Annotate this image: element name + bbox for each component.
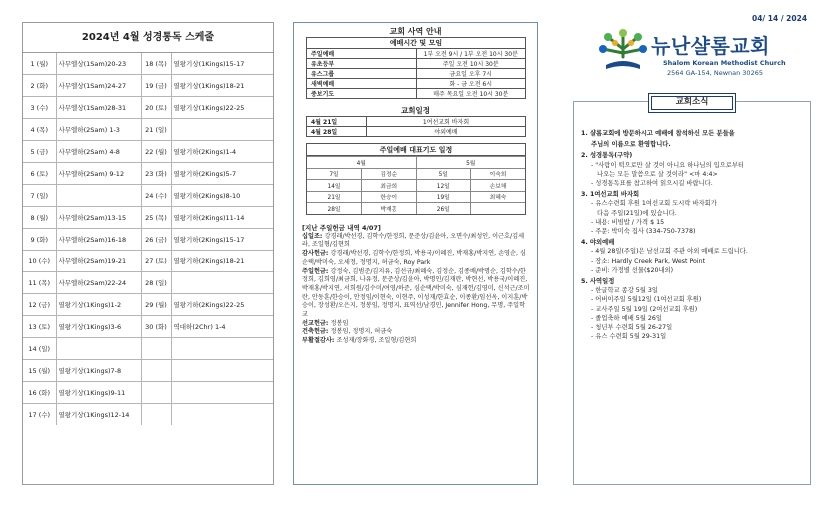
schedule-reading: 사무엘하(2Sam)13-15 [56,206,141,228]
schedule-reading: 열왕기상(1Kings)22-25 [171,97,273,119]
schedule-day [141,338,171,360]
schedule-reading [171,359,273,381]
offering-names: 정봉임 [330,319,349,327]
prayer-date: 26일 [416,203,471,215]
offering-names: 정봉임, 정명지, 허금숙 [330,328,393,336]
schedule-day [141,359,171,381]
prayer-date: 14일 [307,180,362,192]
news-item: 1. 샬롬교회에 방문하시고 예배에 참석하신 모든 분들을 [581,130,735,137]
news-item: 2. 성경통독(구약) [581,152,633,160]
prayer-leader: 한승이 [362,191,417,203]
schedule-day: 1 (월) [23,53,56,75]
offering-groups [302,233,531,346]
schedule-row [23,316,273,338]
offering-group [302,268,531,320]
schedule-reading [56,338,141,360]
worship-time-value: 매주 목요일 오전 10시 30분 [416,89,526,99]
schedule-reading: 열왕기하(2Kings)18-21 [171,250,273,272]
offering-category: 건축헌금: [302,328,331,336]
schedule-reading: 열왕기하(2Kings)22-25 [171,294,273,316]
schedule-day: 10 (수) [23,250,56,272]
event-date: 4월 28일 [307,127,367,137]
schedule-day: 16 (화) [23,381,56,403]
schedule-title: 2024년 4월 성경통독 스케줄 [23,23,273,53]
worship-time-label: 유스그룹 [307,69,417,79]
offering-names: 강경래/박선경, 김학수/한정희, 문준상/김윤아, 오면수/최성인, 이근호/김세라, 조일형/김현희 [302,232,525,249]
schedule-day: 24 (수) [141,184,171,206]
schedule-day: 18 (목) [141,53,171,75]
news-item: - 성경통독표를 참고하여 읽으시길 바랍니다. [591,180,713,188]
schedule-reading: 열왕기상(1Kings)7-8 [56,359,141,381]
schedule-day: 25 (목) [141,206,171,228]
prayer-date: 28일 [307,203,362,215]
prayer-row [307,203,525,215]
prayer-row [307,191,525,203]
news-item: 5. 사역일정 [581,278,615,286]
prayer-title: 주일예배 대표기도 일정 [307,144,525,156]
schedule-reading: 사무엘하(2Sam) 9-12 [56,162,141,184]
prayer-leader: 손보해 [471,180,526,192]
schedule-row [23,272,273,294]
event-row [307,127,526,137]
news-item: - 청년부 수련회 5월 26-27일 [591,324,673,332]
worship-time-row [307,49,526,59]
news-item: - 주문: 박미숙 집사 (334-750-7378) [591,228,696,236]
news-item: - 유스 수련회 5월 29-31일 [591,333,667,341]
schedule-row [23,162,273,184]
bulletin-date: 04/ 14 / 2024 [752,14,808,23]
schedule-day [141,381,171,403]
offering-group [302,233,531,250]
schedule-row [23,97,273,119]
news-item: 나오는 모든 말씀으로 살 것이라" <마 4:4> [597,170,718,178]
schedule-row [23,403,273,425]
prayer-leader: 최금희 [362,180,417,192]
news-item: 주님의 이름으로 환영합니다. [591,141,671,149]
news-item: 다음 주일(21일)에 있습니다. [597,209,677,217]
schedule-reading [171,272,273,294]
schedule-reading: 열왕기상(1Kings)1-2 [56,294,141,316]
schedule-reading: 열왕기상(1Kings)18-21 [171,75,273,97]
schedule-day: 17 (수) [23,403,56,425]
event-description: 1여선교회 바자회 [367,117,526,127]
prayer-leader [471,203,526,215]
schedule-day [141,403,171,425]
news-item: - 4월 28일(주일)은 남선교회 주관 야외 예배로 드립니다. [591,248,748,256]
worship-time-label: 새벽예배 [307,79,417,89]
offering-group [302,328,531,337]
schedule-row [23,53,273,75]
schedule-day: 12 (금) [23,294,56,316]
prayer-month-may: 5월 [416,157,525,169]
schedule-row [23,206,273,228]
schedule-row [23,381,273,403]
offering-names: 조성재/장화경, 조일형/김현희 [336,337,417,345]
ministry-guide-panel [293,22,538,485]
news-item: - "사람이 떡으로만 살 것이 아니요 하나님의 입으로부터 [591,161,745,169]
worship-time-row [307,89,526,99]
offering-category: 부활절감사: [302,337,337,345]
prayer-date: 7일 [307,168,362,180]
offering-names: 강경래/박선경, 김학수/한정희, 박용국/이혜진, 박재홍/박지연, 손영순, 심순택/박미숙, 오세정, 정명지, 허금숙, Roy Park [302,250,526,266]
schedule-row [23,141,273,163]
schedule-reading: 사무엘하(2Sam) 4-8 [56,141,141,163]
schedule-day: 15 (월) [23,359,56,381]
offering-report [302,224,531,346]
news-item: - 내용: 비빔밥 / 가격 $ 15 [591,218,665,226]
schedule-day: 26 (금) [141,228,171,250]
church-tree-logo-icon [598,27,648,75]
church-english-name: Shalom Korean Methodist Church [663,59,786,67]
schedule-day: 13 (토) [23,316,56,338]
schedule-row [23,75,273,97]
schedule-reading: 사무엘하(2Sam)22-24 [56,272,141,294]
reading-schedule [22,22,274,485]
schedule-reading [171,119,273,141]
prayer-date: 12일 [416,180,471,192]
schedule-day: 23 (화) [141,162,171,184]
prayer-row [307,180,525,192]
event-date: 4월 21일 [307,117,367,127]
prayer-row [307,168,525,180]
schedule-day: 6 (토) [23,162,56,184]
news-item: - 교사주일 5월 19일 (2여선교회 후원) [591,305,698,313]
news-item: - 유스수련회 후원 1여선교회 도시락 바자회가 [591,200,717,208]
schedule-day: 4 (목) [23,119,56,141]
schedule-reading [56,184,141,206]
church-name: 뉴난샬롬교회 [651,34,770,58]
worship-time-label: 중보기도 [307,89,417,99]
schedule-day: 29 (월) [141,294,171,316]
prayer-date: 21일 [307,191,362,203]
worship-time-label: 주일예배 [307,49,417,59]
schedule-day: 2 (화) [23,75,56,97]
news-item: - 준비: 가정별 선물($20내외) [591,266,674,274]
worship-time-value: 주일 오전 10시 30분 [416,59,526,69]
offering-head: [지난 주일헌금 내역 4/07] [302,224,381,232]
schedule-day: 21 (일) [141,119,171,141]
schedule-reading: 사무엘하(2Sam)16-18 [56,228,141,250]
church-address: 2564 GA-154, Newnan 30265 [667,69,763,77]
schedule-day: 19 (금) [141,75,171,97]
news-item: 4. 야외예배 [581,239,615,247]
schedule-day: 7 (일) [23,184,56,206]
offering-category: 감사헌금: [302,250,331,258]
schedule-reading: 사무엘상(1Sam)20-23 [56,53,141,75]
schedule-reading: 열왕기하(2Kings)11-14 [171,206,273,228]
news-item: - 어버이주일 5월12일 (1여선교회 후원) [591,296,702,304]
schedule-reading: 역대하(2Chr) 1-4 [171,316,273,338]
schedule-reading: 열왕기상(1Kings)15-17 [171,53,273,75]
schedule-row [23,250,273,272]
schedule-row [23,338,273,360]
schedule-reading: 열왕기하(2Kings)5-7 [171,162,273,184]
event-row [307,117,526,127]
offering-category: 선교헌금: [302,319,331,327]
schedule-reading: 열왕기하(2Kings)15-17 [171,228,273,250]
worship-time-value: 금요일 오후 7시 [416,69,526,79]
news-item: - 장소: Hardly Creek Park, West Point [591,257,706,265]
worship-times-header: 예배시간 및 모임 [307,38,526,49]
prayer-date: 5일 [416,168,471,180]
schedule-row [23,294,273,316]
offering-category: 십일조: [302,232,325,240]
schedule-day: 14 (일) [23,338,56,360]
schedule-reading: 사무엘상(1Sam)24-27 [56,75,141,97]
schedule-day: 8 (월) [23,206,56,228]
schedule-reading [171,403,273,425]
prayer-leader: 김정순 [362,168,417,180]
schedule-day: 30 (화) [141,316,171,338]
news-title: 교회소식 [648,93,736,113]
schedule-reading: 열왕기하(2Kings)1-4 [171,141,273,163]
worship-time-row [307,69,526,79]
schedule-day: 27 (토) [141,250,171,272]
schedule-day: 28 (일) [141,272,171,294]
worship-time-row [307,59,526,69]
schedule-reading [171,381,273,403]
schedule-table [23,53,273,425]
events-title: 교회일정 [401,106,430,115]
schedule-day: 3 (수) [23,97,56,119]
schedule-day: 11 (목) [23,272,56,294]
schedule-day: 9 (화) [23,228,56,250]
offering-names: 강정숙, 김범준/김지유, 김선규/최혜숙, 김정순, 김종배/박명순, 김학수/한정희, 김희영/최금희, 나유정, 문준상/김윤아, 박명인/김재란, 박현선, 박용국/이혜진, 박재홍/박지연, 서희원/김수미/여영/하준, 심순택/박미숙, 심재헌/김영미, 신석근/조미란, 안동훈/한승이, 안정임/이현숙, 이현주, 이성재/한효순, 이종환/임선옥, 이지훈/박승이, 장성환/오은지, 정봉임, 정명지, 표역선/남경민, Jennifer Hong, 무명, 주일학교 [302,267,530,319]
schedule-reading [171,338,273,360]
worship-time-value: 1부 오전 9시 / 1부 오전 10시 30분 [416,49,526,59]
prayer-leader: 박재홍 [362,203,417,215]
worship-times-table [306,37,526,99]
prayer-leader: 최혜숙 [471,191,526,203]
schedule-day: 5 (금) [23,141,56,163]
schedule-reading: 사무엘상(1Sam)28-31 [56,97,141,119]
news-item: - 한글학교 종강 5월 3일 [591,287,658,295]
schedule-reading: 사무엘하(2Sam)19-21 [56,250,141,272]
news-item: - 졸업축하 예배 5월 26일 [591,314,662,322]
schedule-reading: 열왕기상(1Kings)12-14 [56,403,141,425]
guide-title: 교회 사역 안내 [389,27,442,36]
schedule-reading: 사무엘하(2Sam) 1-3 [56,119,141,141]
schedule-row [23,119,273,141]
offering-category: 주일헌금: [302,267,331,275]
schedule-day: 20 (토) [141,97,171,119]
news-body [581,127,804,341]
church-news-panel [573,97,811,485]
prayer-leader: 이숙희 [471,168,526,180]
news-item: 3. 1여선교회 바자회 [581,191,640,199]
event-description: 야외예배 [367,127,526,137]
schedule-reading: 열왕기상(1Kings)3-6 [56,316,141,338]
prayer-month-april: 4월 [307,157,416,169]
worship-time-row [307,79,526,89]
worship-time-value: 화 - 금 오전 6시 [416,79,526,89]
offering-group [302,250,531,267]
schedule-day: 22 (월) [141,141,171,163]
schedule-row [23,359,273,381]
offering-group [302,337,531,346]
schedule-reading: 열왕기하(2Kings)8-10 [171,184,273,206]
schedule-row [23,184,273,206]
worship-time-label: 유초등부 [307,59,417,69]
prayer-schedule [306,143,526,215]
schedule-row [23,228,273,250]
prayer-date: 19일 [416,191,471,203]
schedule-reading: 열왕기상(1Kings)9-11 [56,381,141,403]
events-table [306,116,526,137]
